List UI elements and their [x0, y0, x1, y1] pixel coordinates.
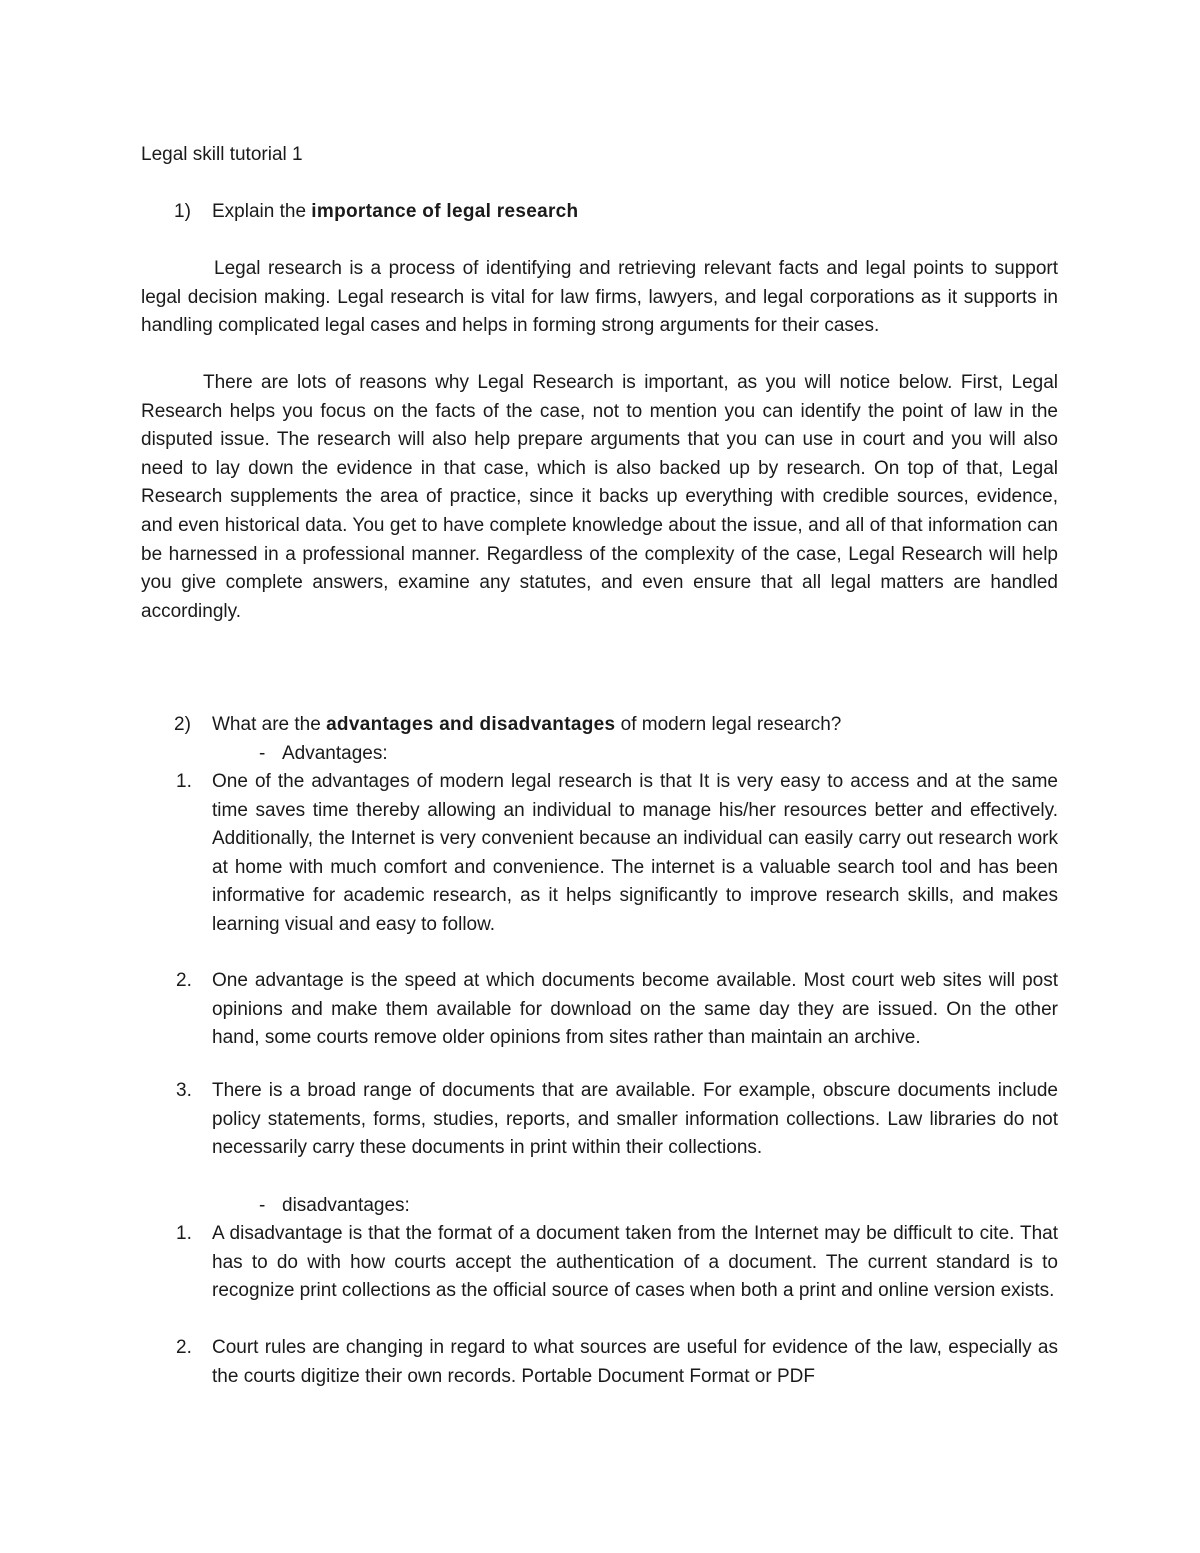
list-item-text: There is a broad range of documents that are available. For example, obscure documents include policy statements, forms, studies, reports, and smaller information collections. Law libraries do not necessarily carry these documents in print within their collections. [212, 1080, 1058, 1159]
advantage-item-3 [141, 1077, 1058, 1163]
list-number: 1. [176, 1223, 192, 1244]
list-item-text: One of the advantages of modern legal research is that It is very easy to access and at the same time saves time thereby allowing an individual to manage his/her resources better and effectively. Additionally, the Internet is very convenient because an individual can easily carry out research work at home with much comfort and convenience. The internet is a valuable search tool and has been informative for academic research, as it helps significantly to improve research skills, and makes learning visual and easy to follow. [212, 771, 1058, 935]
question-1-text [212, 198, 578, 227]
advantage-item-2 [141, 967, 1058, 1053]
list-number: 2. [176, 970, 192, 991]
answer-1-paragraph-2: There are lots of reasons why Legal Research is important, as you will notice below. First, Legal Research helps you focus on the facts of the case, not to mention you can identify the point of law in the disputed issue. The research will also help prepare arguments that you can use in court and you will also need to lay down the evidence in that case, which is also backed up by research. On top of that, Legal Research supplements the area of practice, since it backs up everything with credible sources, evidence, and even historical data. You get to have complete knowledge about the issue, and all of that information can be harnessed in a professional manner. Regardless of the complexity of the case, Legal Research will help you give complete answers, examine any statutes, and even ensure that all legal matters are handled accordingly. [141, 372, 1058, 622]
question-1-prefix: Explain the [212, 201, 312, 222]
disadvantages-dash: - [259, 1195, 266, 1216]
question-2-suffix: of modern legal research? [615, 714, 842, 735]
advantage-item-1 [141, 768, 1058, 940]
disadvantage-item-1 [141, 1220, 1058, 1306]
disadvantage-item-2 [141, 1334, 1058, 1391]
list-number: 1. [176, 771, 192, 792]
list-item-text: A disadvantage is that the format of a document taken from the Internet may be difficult to cite. That has to do with how courts accept the authentication of a document. The current standard is to recognize print collections as the official source of cases when both a print and online version exists. [212, 1223, 1058, 1302]
question-1-emphasis: importance of legal research [311, 201, 579, 222]
list-number: 3. [176, 1080, 192, 1101]
question-2-emphasis: advantages and disadvantages [326, 714, 616, 735]
answer-1-paragraph-1: Legal research is a process of identifying and retrieving relevant facts and legal points to support legal decision making. Legal research is vital for law firms, lawyers, and legal corporations as it supports in handling complicated legal cases and helps in forming strong arguments for their cases. [141, 258, 1058, 337]
document-title: Legal skill tutorial 1 [141, 144, 303, 165]
question-2-text [212, 711, 841, 740]
list-number: 2. [176, 1337, 192, 1358]
disadvantages-label: disadvantages: [282, 1195, 410, 1216]
advantages-label: Advantages: [282, 743, 388, 764]
question-2-number: 2) [174, 714, 191, 735]
list-item-text: Court rules are changing in regard to what sources are useful for evidence of the law, especially as the courts digitize their own records. Portable Document Format or PDF [212, 1337, 1058, 1387]
list-item-text: One advantage is the speed at which documents become available. Most court web sites will post opinions and make them available for download on the same day they are issued. On the other hand, some courts remove older opinions from sites rather than maintain an archive. [212, 970, 1058, 1049]
question-2-prefix: What are the [212, 714, 327, 735]
question-1-number: 1) [174, 201, 191, 222]
advantages-dash: - [259, 743, 266, 764]
